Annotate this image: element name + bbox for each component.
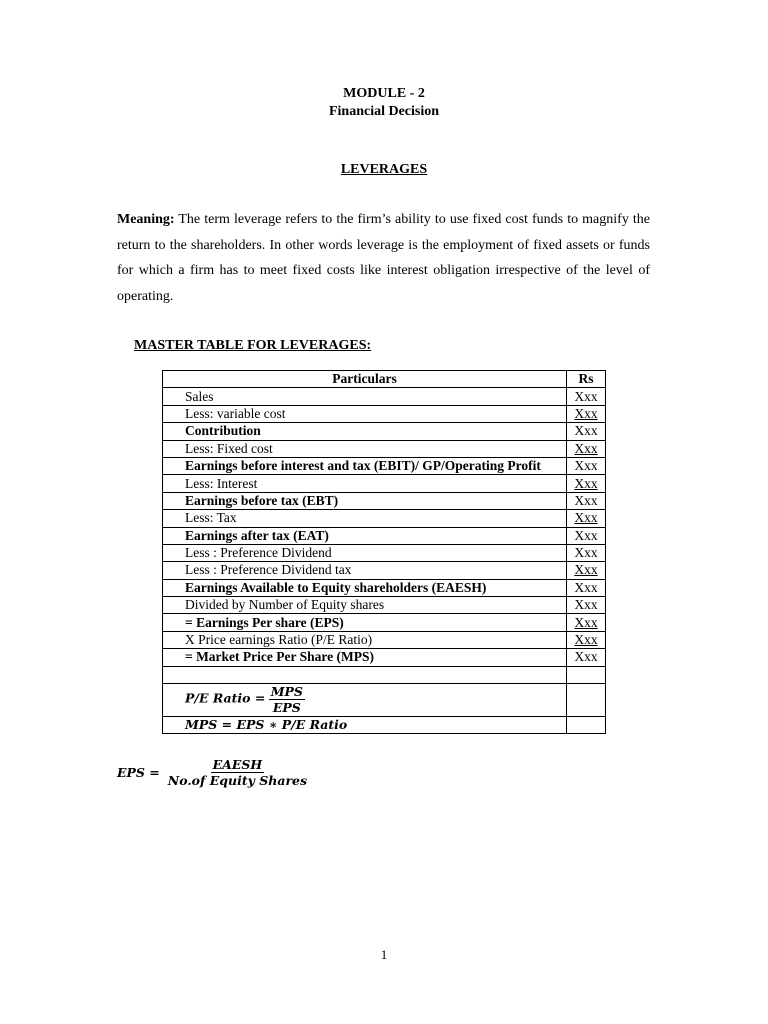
row-amount: Xxx	[567, 649, 606, 666]
row-amount: Xxx	[567, 597, 606, 614]
row-label: Divided by Number of Equity shares	[163, 597, 567, 614]
table-header-row	[163, 371, 606, 388]
subject-title: Financial Decision	[328, 104, 440, 119]
row-amount: Xxx	[567, 423, 606, 440]
section-title: LEVERAGES	[340, 162, 428, 177]
table-row	[163, 510, 606, 527]
table-row	[163, 579, 606, 596]
row-amount: Xxx	[567, 631, 606, 648]
row-amount: Xxx	[567, 457, 606, 474]
row-amount: Xxx	[567, 510, 606, 527]
mps-formula-cell	[163, 716, 567, 733]
master-table-heading: MASTER TABLE FOR LEVERAGES:	[134, 338, 372, 353]
leverage-master-table	[162, 370, 606, 734]
row-amount: Xxx	[567, 527, 606, 544]
row-label: Less: Fixed cost	[163, 440, 567, 457]
mps-formula: MPS = EPS ∗ P/E Ratio	[185, 716, 348, 732]
row-label: = Earnings Per share (EPS)	[163, 614, 567, 631]
table-row	[163, 440, 606, 457]
table-row	[163, 388, 606, 405]
meaning-paragraph	[117, 207, 650, 309]
blank-cell	[163, 666, 567, 683]
row-amount: Xxx	[567, 492, 606, 509]
row-label: Contribution	[163, 423, 567, 440]
row-label: Less: Tax	[163, 510, 567, 527]
row-label: Earnings Available to Equity shareholders (EAESH)	[163, 579, 567, 596]
row-label: Sales	[163, 388, 567, 405]
table-row	[163, 544, 606, 561]
blank-cell	[567, 666, 606, 683]
table-row	[163, 492, 606, 509]
row-amount: Xxx	[567, 614, 606, 631]
row-amount: Xxx	[567, 475, 606, 492]
header-amount: Rs	[567, 371, 606, 388]
row-label: Less : Preference Dividend tax	[163, 562, 567, 579]
table-row	[163, 562, 606, 579]
row-amount: Xxx	[567, 405, 606, 422]
header-particulars: Particulars	[163, 371, 567, 388]
table-row	[163, 405, 606, 422]
row-amount: Xxx	[567, 440, 606, 457]
mps-formula-row	[163, 716, 606, 733]
pe-formula-lhs: P/E Ratio =	[185, 690, 266, 706]
row-label: Less: variable cost	[163, 405, 567, 422]
pe-formula-row	[163, 683, 606, 716]
row-amount: Xxx	[567, 579, 606, 596]
row-amount: Xxx	[567, 562, 606, 579]
blank-row	[163, 666, 606, 683]
eps-formula-denominator: No.of Equity Shares	[167, 773, 308, 788]
row-label: Earnings before tax (EBT)	[163, 492, 567, 509]
table-row	[163, 614, 606, 631]
table-row	[163, 423, 606, 440]
row-label: X Price earnings Ratio (P/E Ratio)	[163, 631, 567, 648]
pe-formula-cell	[163, 683, 567, 716]
module-title: MODULE - 2	[343, 86, 425, 101]
blank-cell	[567, 683, 606, 716]
eps-formula-fraction	[166, 757, 309, 788]
pe-formula-fraction	[269, 684, 305, 715]
pe-formula-denominator: EPS	[272, 700, 301, 716]
page-number: 1	[380, 947, 388, 962]
eps-formula-lhs: EPS =	[117, 765, 160, 780]
eps-formula-numerator: EAESH	[212, 757, 263, 772]
table-row	[163, 631, 606, 648]
row-label: Less: Interest	[163, 475, 567, 492]
eps-formula	[117, 757, 309, 788]
row-label: = Market Price Per Share (MPS)	[163, 649, 567, 666]
row-label: Earnings before interest and tax (EBIT)/ GP/Operating Profit	[163, 457, 567, 474]
meaning-label: Meaning:	[117, 212, 175, 227]
pe-formula-numerator: MPS	[270, 684, 303, 700]
row-label: Earnings after tax (EAT)	[163, 527, 567, 544]
table-row	[163, 527, 606, 544]
row-label: Less : Preference Dividend	[163, 544, 567, 561]
table-row	[163, 597, 606, 614]
table-row	[163, 457, 606, 474]
row-amount: Xxx	[567, 544, 606, 561]
meaning-text: The term leverage refers to the firm’s ability to use fixed cost funds to magnify the return to the shareholders. In other words leverage is the employment of fixed assets or funds for which a firm has to meet fixed costs like interest obligation irrespective of the level of operating.	[117, 212, 650, 304]
table-row	[163, 649, 606, 666]
table-row	[163, 475, 606, 492]
blank-cell	[567, 716, 606, 733]
row-amount: Xxx	[567, 388, 606, 405]
